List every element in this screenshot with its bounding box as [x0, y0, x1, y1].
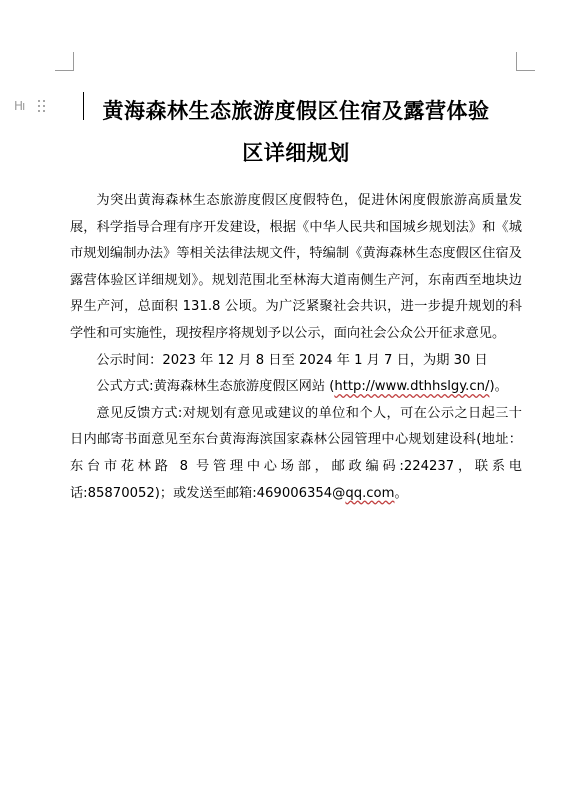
paragraph-intro: 为突出黄海森林生态旅游度假区度假特色，促进休闲度假旅游高质量发展，科学指导合理有序开发建设，根据《中华人民共和国城乡规划法》和《城市规划编制办法》等相关法律法规文件，特编制《黄海森林生态度假区住宿及露营体验区详细规划》。规划范围北至林海大道南侧生产河，东南西至地块边界生产河，总面积 131.8 公顷。为广泛紧聚社会共识，进一步提升规划的科学性和可实施性，现按程序将规划予以公示，面向社会公众公开征求意见。 — [70, 193, 522, 341]
crop-mark-top-right — [516, 52, 535, 71]
website-link[interactable]: http://www.dthhslgy.cn/ — [334, 379, 490, 395]
drag-handle-icon[interactable] — [38, 100, 46, 114]
document-body[interactable] — [70, 188, 522, 507]
paragraph-publicity-method — [70, 374, 522, 401]
title-line-2: 区详细规划 — [242, 141, 350, 165]
heading-level-icon[interactable]: Hı — [14, 99, 25, 113]
publicity-method-text: 公式方式:黄海森林生态旅游度假区网站 ( — [96, 379, 335, 395]
publicity-method-end: )。 — [489, 379, 508, 395]
feedback-text: 意见反馈方式:对规划有意见或建议的单位和个人，可在公示之日起三十日内邮寄书面意见至东台黄海海滨国家森林公园管理中心规划建设科(地址：东台市花林路 8 号管理中心场部，邮政编码:224237，联系电话:85870052)；或发送至邮箱:469006354@ — [70, 405, 522, 501]
paragraph-publicity-period: 公示时间：2023 年 12 月 8 日至 2024 年 1 月 7 日，为期 30 日 — [96, 352, 488, 368]
feedback-end: 。 — [394, 485, 408, 501]
email-domain[interactable]: qq.com — [345, 485, 395, 501]
title-line-1: 黄海森林生态旅游度假区住宿及露营体验 — [102, 99, 490, 123]
crop-mark-top-left — [55, 52, 74, 71]
document-title[interactable] — [70, 90, 522, 174]
paragraph-feedback — [70, 401, 522, 507]
